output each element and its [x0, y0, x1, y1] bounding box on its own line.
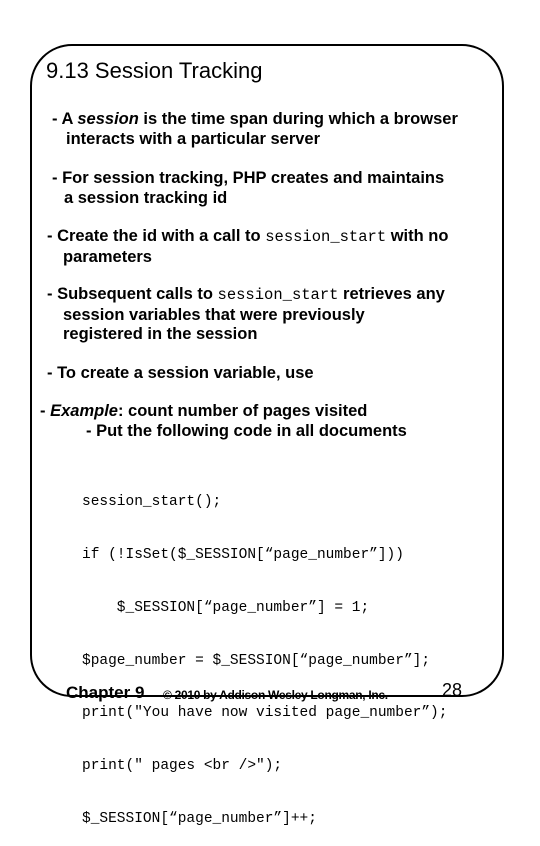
bullet-example [40, 402, 407, 441]
sub-bullet: - Put the following code in all documents [86, 421, 407, 440]
footer-chapter: Chapter 9 [66, 683, 145, 702]
bullet-suffix: with no [386, 227, 449, 245]
page-number: 28 [442, 680, 463, 700]
bullet-suffix: retrieves any [338, 285, 445, 303]
bullet-create-id [47, 227, 448, 267]
code-session-start: session_start [217, 286, 339, 304]
bullet-prefix: - [40, 402, 51, 420]
code-line: print("You have now visited page_number”); [82, 705, 448, 722]
code-line: $_SESSION[“page_number”] = 1; [82, 599, 370, 616]
bullet-text [47, 285, 445, 303]
code-line: print(" pages <br />"); [82, 758, 283, 775]
bullet-prefix: - Create the id with a call to [47, 227, 266, 245]
bullet-text [52, 110, 458, 128]
bullet-continuation: interacts with a particular server [66, 129, 321, 148]
bullet-text-rest: is the time span during which a browser [138, 110, 458, 128]
code-line: if (!IsSet($_SESSION[“page_number”])) [82, 546, 404, 563]
code-session-start: session_start [265, 228, 387, 246]
bullet-subsequent-calls [47, 285, 445, 345]
bullet-session-definition [52, 110, 458, 149]
bullet-text [40, 402, 367, 420]
bullet-create-variable [47, 364, 314, 384]
code-block [82, 459, 447, 846]
emphasis-session: session [77, 110, 139, 128]
code-line: session_start(); [82, 494, 222, 511]
bullet-suffix: : count number of pages visited [117, 402, 368, 420]
code-line: $_SESSION[“page_number”]++; [82, 810, 317, 827]
bullet-text [47, 227, 448, 245]
bullet-prefix: - A [52, 110, 78, 128]
bullet-session-tracking [52, 169, 444, 208]
bullet-continuation: registered in the session [63, 325, 258, 343]
slide-title: 9.13 Session Tracking [46, 58, 263, 83]
bullet-prefix: - Subsequent calls to [47, 285, 218, 303]
bullet-text: - For session tracking, PHP creates and maintains [52, 169, 445, 187]
code-line: $page_number = $_SESSION[“page_number”]; [82, 652, 431, 669]
bullet-continuation: parameters [63, 247, 152, 266]
emphasis-example: Example [50, 402, 118, 420]
footer-copyright: © 2010 by Addison Wesley Longman, Inc. [163, 688, 388, 702]
bullet-text: - To create a session variable, use [47, 364, 314, 382]
bullet-continuation: session variables that were previously [63, 305, 365, 324]
bullet-continuation: a session tracking id [64, 188, 228, 207]
